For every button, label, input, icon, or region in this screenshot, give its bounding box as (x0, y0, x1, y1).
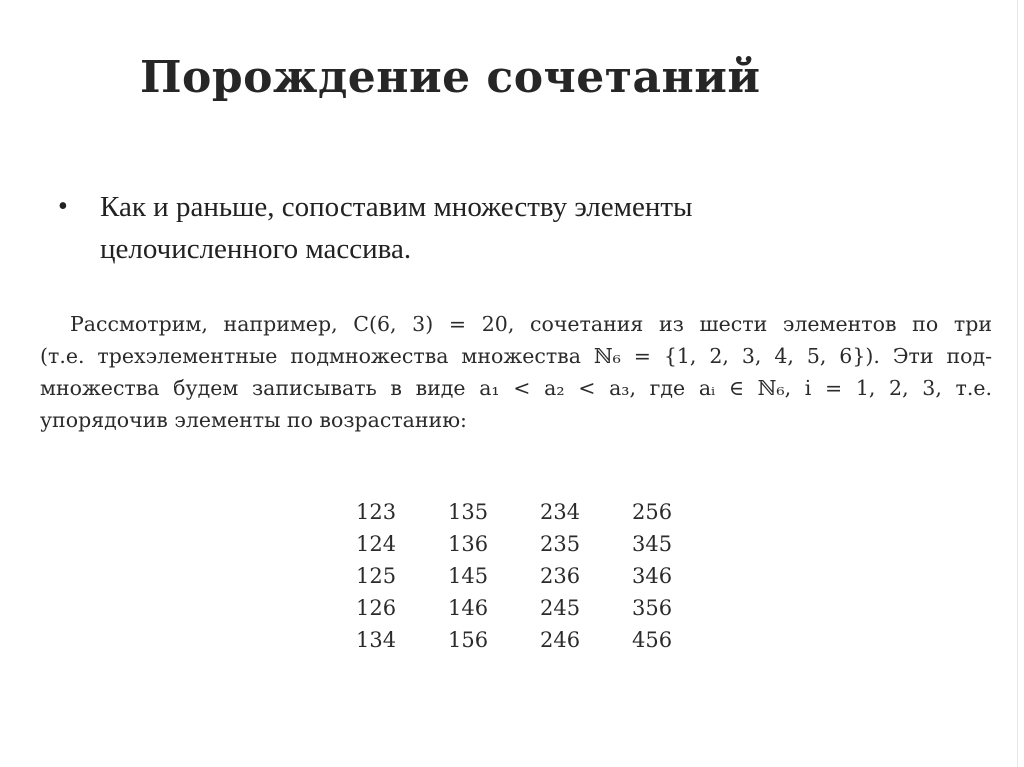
table-cell: 145 (448, 564, 489, 588)
table-row (338, 528, 724, 560)
bullet-line-2: целочисленного массива. (100, 233, 412, 265)
table-cell: 136 (448, 532, 489, 556)
paper-excerpt (40, 308, 1000, 436)
paragraph-line-2: (т.е. трехэлементные подмножества множества ℕ₆ = {1, 2, 3, 4, 5, 6}). Эти под- (40, 344, 992, 368)
table-cell: 256 (632, 500, 673, 524)
combinations-table (338, 496, 724, 656)
table-cell: 135 (448, 500, 489, 524)
table-cell: 346 (632, 564, 673, 588)
paragraph-line-4: упорядочив элементы по возрастанию: (40, 408, 467, 432)
table-row (338, 496, 724, 528)
bullet-line-1: Как и раньше, сопоставим множеству элементы (100, 191, 693, 223)
table-cell: 245 (540, 596, 581, 620)
paragraph-line-3: множества будем записывать в виде a₁ < a₂ < a₃, где aᵢ ∈ ℕ₆, i = 1, 2, 3, т.е. (40, 376, 992, 400)
slide-edge (1017, 0, 1018, 767)
table-cell: 456 (632, 628, 673, 652)
table-cell: 236 (540, 564, 581, 588)
table-cell: 126 (356, 596, 397, 620)
bullet-text (100, 186, 880, 270)
table-row (338, 592, 724, 624)
table-row (338, 624, 724, 656)
table-cell: 345 (632, 532, 673, 556)
table-cell: 235 (540, 532, 581, 556)
table-cell: 124 (356, 532, 397, 556)
table-cell: 246 (540, 628, 581, 652)
table-row (338, 560, 724, 592)
paragraph-line-1: Рассмотрим, например, C(6, 3) = 20, сочетания из шести элементов по три (70, 312, 992, 336)
table-cell: 123 (356, 500, 397, 524)
table-cell: 234 (540, 500, 581, 524)
table-cell: 125 (356, 564, 397, 588)
table-cell: 146 (448, 596, 489, 620)
bullet-marker: • (58, 191, 68, 222)
slide-title: Порождение сочетаний (140, 52, 761, 103)
table-cell: 134 (356, 628, 397, 652)
table-cell: 156 (448, 628, 489, 652)
table-cell: 356 (632, 596, 673, 620)
